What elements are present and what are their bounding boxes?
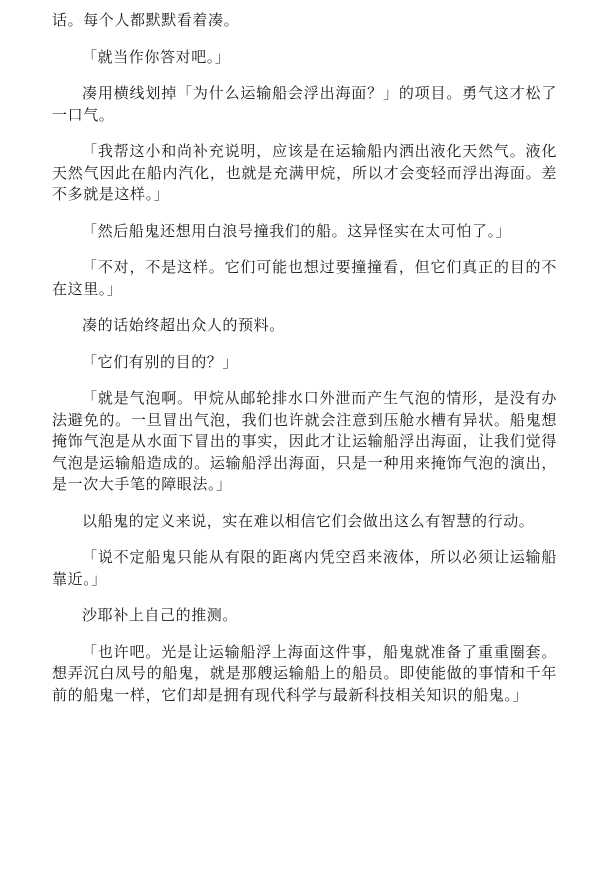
paragraph-12: 沙耶补上自己的推测。 [82, 606, 239, 624]
paragraph-13: 「也许吧。光是让运输船浮上海面这件事，船鬼就准备了重重圈套。想弄沉白凤号的船鬼，就是那艘运输船上的船员。即使能做的事情和千年前的船鬼一样，它们却是拥有现代科学与最新科技相关知识的船鬼。」 [52, 642, 557, 704]
paragraph-10: 以船鬼的定义来说，实在难以相信它们会做出这么有智慧的行动。 [82, 511, 535, 530]
paragraph-4: 「我帮这小和尚补充说明，应该是在运输船内洒出液化天然气。液化天然气因此在船内汽化，也就是充满甲烷，所以才会变轻而浮出海面。差不多就是这样。」 [52, 142, 557, 203]
paragraph-11: 「说不定船鬼只能从有限的距离内凭空舀来液体，所以必须让运输船靠近。」 [52, 548, 557, 588]
paragraph-5: 「然后船鬼还想用白浪号撞我们的船。这异怪实在太可怕了。」 [82, 221, 512, 240]
paragraph-7: 凑的话始终超出众人的预料。 [82, 316, 285, 334]
paragraph-6: 「不对，不是这样。它们可能也想过要撞撞看，但它们真正的目的不在这里。」 [52, 258, 557, 298]
paragraph-8: 「它们有别的目的？」 [82, 352, 239, 371]
book-page [52, 0, 557, 721]
paragraph-2: 「就当作你答对吧。」 [82, 47, 231, 66]
paragraph-1: 话。每个人都默默看着凑。 [52, 11, 240, 29]
paragraph-9: 「就是气泡啊。甲烷从邮轮排水口外泄而产生气泡的情形，是没有办法避免的。一旦冒出气泡，我们也许就会注意到压舱水槽有异状。船鬼想掩饰气泡是从水面下冒出的事实，因此才让运输船浮出海面，让我们觉得气泡是运输船造成的。运输船浮出海面，只是一种用来掩饰气泡的演出，是一次大手笔的障眼法。」 [52, 389, 557, 493]
paragraph-3: 凑用横线划掉「为什么运输船会浮出海面？」的项目。勇气这才松了一口气。 [52, 84, 557, 124]
